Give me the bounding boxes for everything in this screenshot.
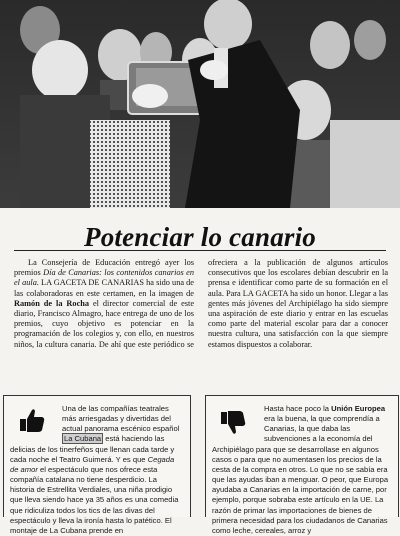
- award-ceremony-photo: [0, 0, 400, 208]
- box-text-part: Una de las compañías teatrales más arriesgadas y divertidas del actual panorama escénico español: [62, 404, 180, 434]
- news-photo: [0, 0, 400, 208]
- box-text-part: Hasta hace poco la: [264, 404, 332, 413]
- play-title: Cegada de amor: [10, 454, 175, 474]
- opinion-box-positive: [3, 395, 191, 535]
- article-text: LA GACETA DE CANARIAS ha sido una de las colaboradoras en este certamen, en la imagen de: [14, 278, 194, 298]
- article-text: La Consejería de Educación entregó ayer los premios: [14, 258, 194, 278]
- eu-name: Unión Europea: [331, 404, 386, 413]
- thumbs-down-icon: [219, 409, 247, 437]
- headline: Potenciar lo canario: [84, 222, 316, 252]
- photographer-name: Ramón de la Rocha: [14, 298, 90, 308]
- thumbs-up-icon: [18, 406, 46, 434]
- headline-rule: [14, 250, 386, 251]
- box-text-part: está haciendo las delicias de los tinerfeños que llenan cada tarde y cada noche el Teatro Guimerá. Y es que: [10, 434, 175, 464]
- company-name: La Cubana: [64, 434, 102, 444]
- box-text-part: era la buena, la que comprendía a Canarias, la que daba las subvenciones a la economía del Archipiélago para que se desarrollase en algunos casos o para que no aumentasen los precios de la cesta de la compra en otros. Lo que no se sabía era que las ayudas iban a menguar. O peor, que Europa ayudaba a Canarias en la importación de carne, por ejemplo, porque sobraba este artículo en la UE. La razón de primar las importaciones de bienes de primera necesidad para los ciudadanos de Canarias como leche, cereales, arroz y: [212, 414, 389, 535]
- event-name: Día de Canarias: los contenidos canarios en el aula.: [14, 268, 194, 288]
- article-paragraph: [14, 258, 388, 350]
- article-body: [14, 258, 388, 376]
- article-text: el director comercial de este diario, Francisco Almagro, hace entrega de uno de los premios, cuyo objetivo es potenciar en la programación de los colegios y, con ello, en nuestros niños, la cultura canaria. De ahí que este periódico se ofreciera a la publicación de algunos artículos consecutivos que los escolares debían descubrir en la prensa e identificar como parte de su formación en el aula. Para LA GACETA ha sido un honor. Llegar a las gentes más jóvenes del Archipiélago ha sido siempre una aspiración de este diario y entrar en las escuelas como parte del material escolar para dar a conocer nuestra cultura, una satisfacción con la que siempre estamos dispuestos a colaborar.: [14, 258, 388, 349]
- box-text-part: el espectáculo que nos ofrece esta compañía catalana no tiene desperdicio. La historia de Estrellita Verdiales, una niña prodigio que lleva siendo hace ya 35 años es una comedia que ridiculiza todos los tics de las divas del espectáculo y lleva la ironía hasta lo patético. El montaje de La Cubana prende en: [10, 464, 179, 535]
